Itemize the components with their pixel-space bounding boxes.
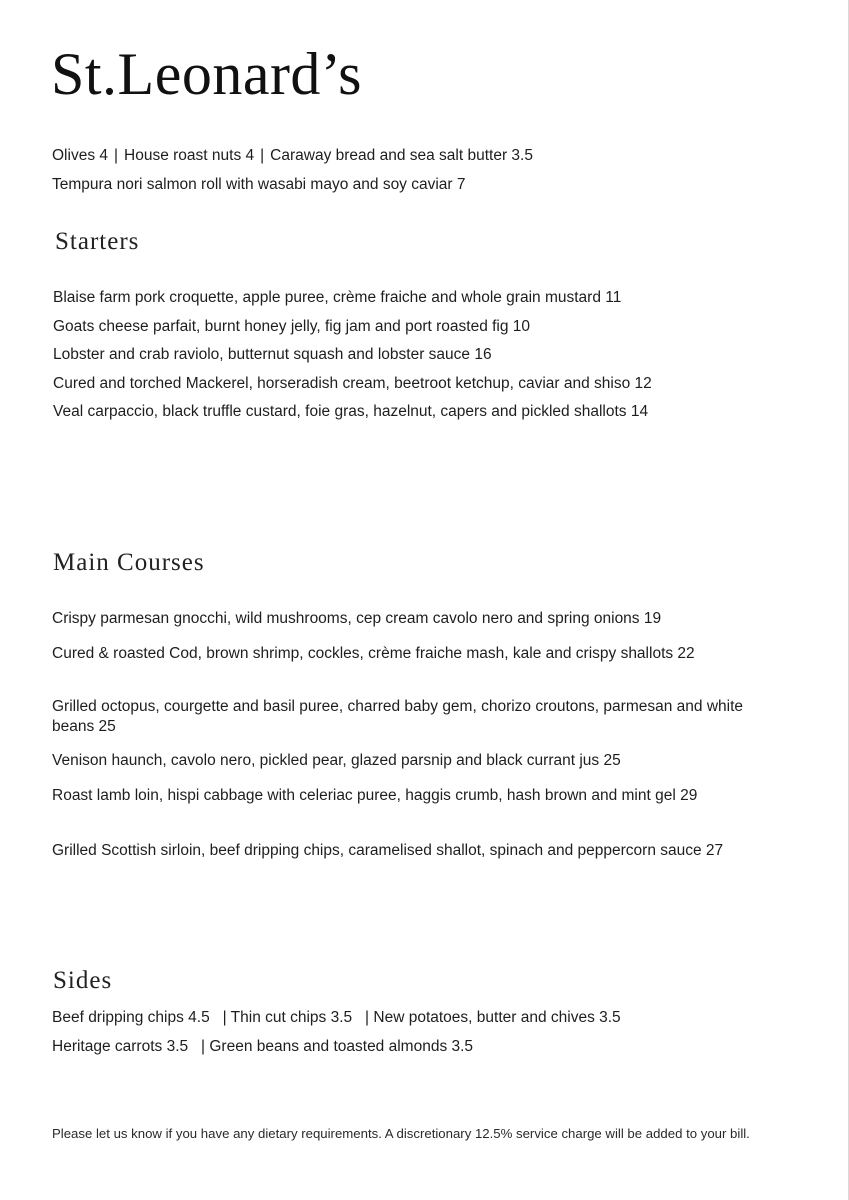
sides-line-1: Beef dripping chips 4.5 | Thin cut chips 3.5 | New potatoes, butter and chives 3.5 bbox=[52, 1009, 621, 1026]
starter-item: Lobster and crab raviolo, butternut squash and lobster sauce 16 bbox=[53, 346, 492, 363]
snack-item-olives: Olives 4 bbox=[52, 147, 108, 164]
snack-item-bread: Caraway bread and sea salt butter 3.5 bbox=[270, 147, 533, 164]
starters-heading: Starters bbox=[55, 228, 140, 255]
main-item: Crispy parmesan gnocchi, wild mushrooms, cep cream cavolo nero and spring onions 19 bbox=[52, 610, 662, 627]
dietary-note: Please let us know if you have any dietary requirements. A discretionary 12.5% service charge will be added to your bill. bbox=[52, 1126, 750, 1141]
sides-heading: Sides bbox=[53, 967, 113, 994]
main-item: Venison haunch, cavolo nero, pickled pear, glazed parsnip and black currant jus 25 bbox=[52, 752, 621, 769]
snacks-line-2: Tempura nori salmon roll with wasabi mayo and soy caviar 7 bbox=[52, 176, 466, 193]
sides-line-2: Heritage carrots 3.5 | Green beans and toasted almonds 3.5 bbox=[52, 1038, 474, 1055]
restaurant-name: St.Leonard’s bbox=[51, 41, 362, 107]
snack-item-nuts: House roast nuts 4 bbox=[124, 147, 255, 164]
starter-item: Blaise farm pork croquette, apple puree, crème fraiche and whole grain mustard 11 bbox=[53, 289, 622, 306]
main-item: Grilled octopus, courgette and basil puree, charred baby gem, chorizo croutons, parmesan and white beans 25 bbox=[52, 698, 743, 735]
starter-item: Cured and torched Mackerel, horseradish cream, beetroot ketchup, caviar and shiso 12 bbox=[53, 375, 652, 392]
starter-item: Veal carpaccio, black truffle custard, foie gras, hazelnut, capers and pickled shallots 14 bbox=[53, 403, 649, 420]
starter-item: Goats cheese parfait, burnt honey jelly, fig jam and port roasted fig 10 bbox=[53, 318, 531, 335]
snack-separator: | bbox=[260, 147, 265, 164]
snacks-line-1 bbox=[52, 146, 533, 166]
main-item: Roast lamb loin, hispi cabbage with celeriac puree, haggis crumb, hash brown and mint gel 29 bbox=[52, 787, 698, 804]
main-item: Grilled Scottish sirloin, beef dripping chips, caramelised shallot, spinach and peppercorn sauce 27 bbox=[52, 842, 724, 859]
main-item: Cured & roasted Cod, brown shrimp, cockles, crème fraiche mash, kale and crispy shallots 22 bbox=[52, 645, 695, 662]
snack-separator: | bbox=[114, 147, 119, 164]
main-courses-heading: Main Courses bbox=[53, 549, 205, 576]
